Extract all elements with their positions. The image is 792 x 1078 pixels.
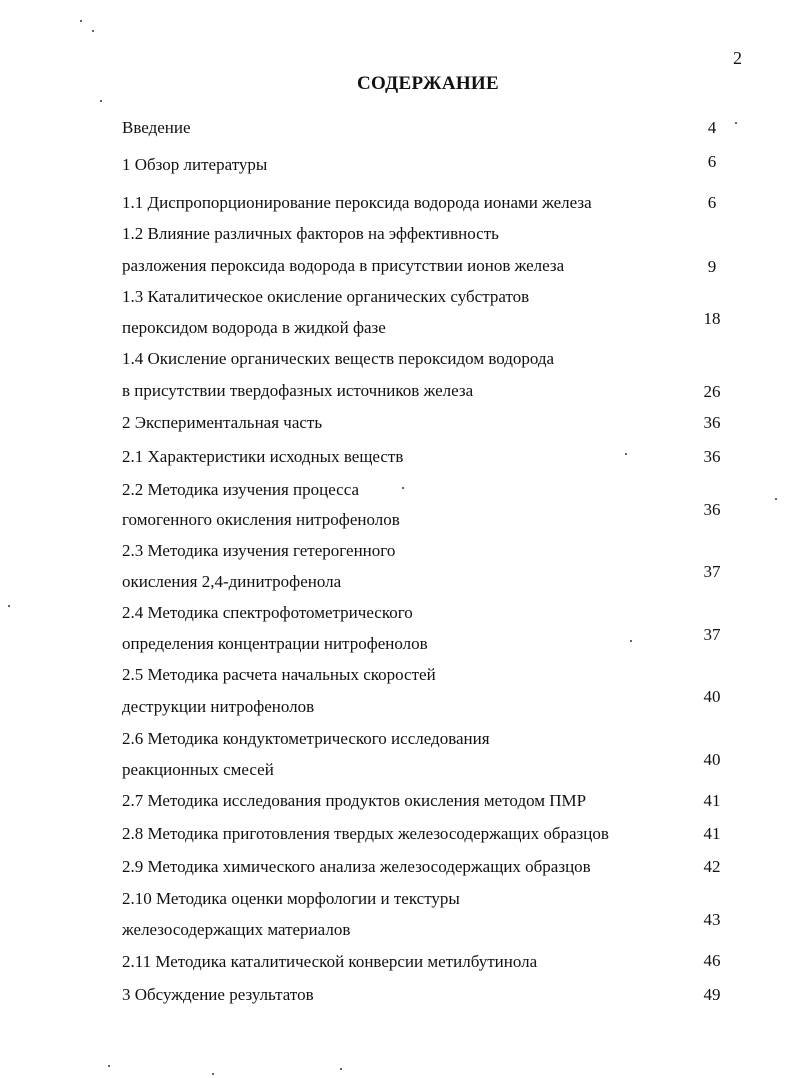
toc-entry-page: 41 (703, 824, 721, 843)
toc-entry-text: 2.1 Характеристики исходных веществ (122, 447, 404, 466)
scan-speck (340, 1068, 342, 1070)
toc-entry-page: 6 (707, 193, 717, 212)
toc-entry-text: деструкции нитрофенолов (122, 697, 315, 716)
scan-speck (735, 122, 737, 124)
toc-entry-text: 1.4 Окисление органических веществ пероксидом водорода (122, 349, 555, 368)
toc-entry-text: в присутствии твердофазных источников железа (122, 381, 474, 400)
toc-entry-text: 1.1 Диспропорционирование пероксида водорода ионами железа (122, 193, 592, 212)
toc-entry-text: окисления 2,4-динитрофенола (122, 572, 342, 591)
toc-entry-text: 1.2 Влияние различных факторов на эффективность (122, 224, 499, 243)
scan-speck (625, 453, 627, 455)
toc-entry-text: определения концентрации нитрофенолов (122, 634, 428, 653)
scan-speck (212, 1073, 214, 1075)
toc-entry-page: 37 (703, 625, 721, 644)
toc-entry-page: 9 (707, 257, 717, 276)
scan-speck (80, 20, 82, 22)
toc-entry-page: 43 (703, 910, 721, 929)
toc-entry-text: 2.5 Методика расчета начальных скоростей (122, 665, 436, 684)
toc-entry-page: 4 (707, 118, 717, 137)
toc-entry-page: 18 (703, 309, 721, 328)
page-number: 2 (733, 48, 742, 68)
toc-entry-text: 2.2 Методика изучения процесса (122, 480, 360, 499)
toc-entry-text: разложения пероксида водорода в присутствии ионов железа (122, 256, 565, 275)
toc-entry-text: 1.3 Каталитическое окисление органических субстратов (122, 287, 530, 306)
toc-entry-page: 46 (703, 951, 721, 970)
toc-entry-page: 36 (703, 447, 721, 466)
toc-entry-text: 3 Обсуждение результатов (122, 985, 314, 1004)
scan-speck (100, 100, 102, 102)
toc-entry-page: 37 (703, 562, 721, 581)
toc-entry-text: 2.4 Методика спектрофотометрического (122, 603, 413, 622)
toc-entry-text: 2.11 Методика каталитической конверсии метилбутинола (122, 952, 538, 971)
scan-speck (92, 30, 94, 32)
toc-entry-page: 40 (703, 750, 721, 769)
toc-entry-text: Введение (122, 118, 191, 137)
toc-entry-text: 2.7 Методика исследования продуктов окисления методом ПМР (122, 791, 587, 810)
toc-entry-text: 2 Экспериментальная часть (122, 413, 323, 432)
scan-speck (775, 498, 777, 500)
toc-entry-text: железосодержащих материалов (122, 920, 351, 939)
page-title: СОДЕРЖАНИЕ (357, 73, 499, 94)
toc-entry-text: гомогенного окисления нитрофенолов (122, 510, 400, 529)
toc-entry-page: 40 (703, 687, 721, 706)
toc-entry-page: 49 (703, 985, 721, 1004)
toc-entry-text: 1 Обзор литературы (122, 155, 268, 174)
toc-entry-text: 2.6 Методика кондуктометрического исследования (122, 729, 490, 748)
scan-speck (108, 1065, 110, 1067)
toc-entry-text: 2.9 Методика химического анализа железосодержащих образцов (122, 857, 591, 876)
toc-entry-page: 26 (703, 382, 721, 401)
scan-speck (402, 487, 404, 489)
toc-entry-page: 36 (703, 500, 721, 519)
toc-entry-page: 36 (703, 413, 721, 432)
toc-entry-text: 2.8 Методика приготовления твердых железосодержащих образцов (122, 824, 609, 843)
toc-entry-text: 2.3 Методика изучения гетерогенного (122, 541, 396, 560)
toc-entry-text: пероксидом водорода в жидкой фазе (122, 318, 386, 337)
toc-entry-page: 41 (703, 791, 721, 810)
toc-entry-page: 42 (703, 857, 721, 876)
scan-speck (8, 605, 10, 607)
scan-speck (630, 640, 632, 642)
toc-entry-text: реакционных смесей (122, 760, 274, 779)
toc-entry-text: 2.10 Методика оценки морфологии и текстуры (122, 889, 460, 908)
toc-entry-page: 6 (707, 152, 717, 171)
